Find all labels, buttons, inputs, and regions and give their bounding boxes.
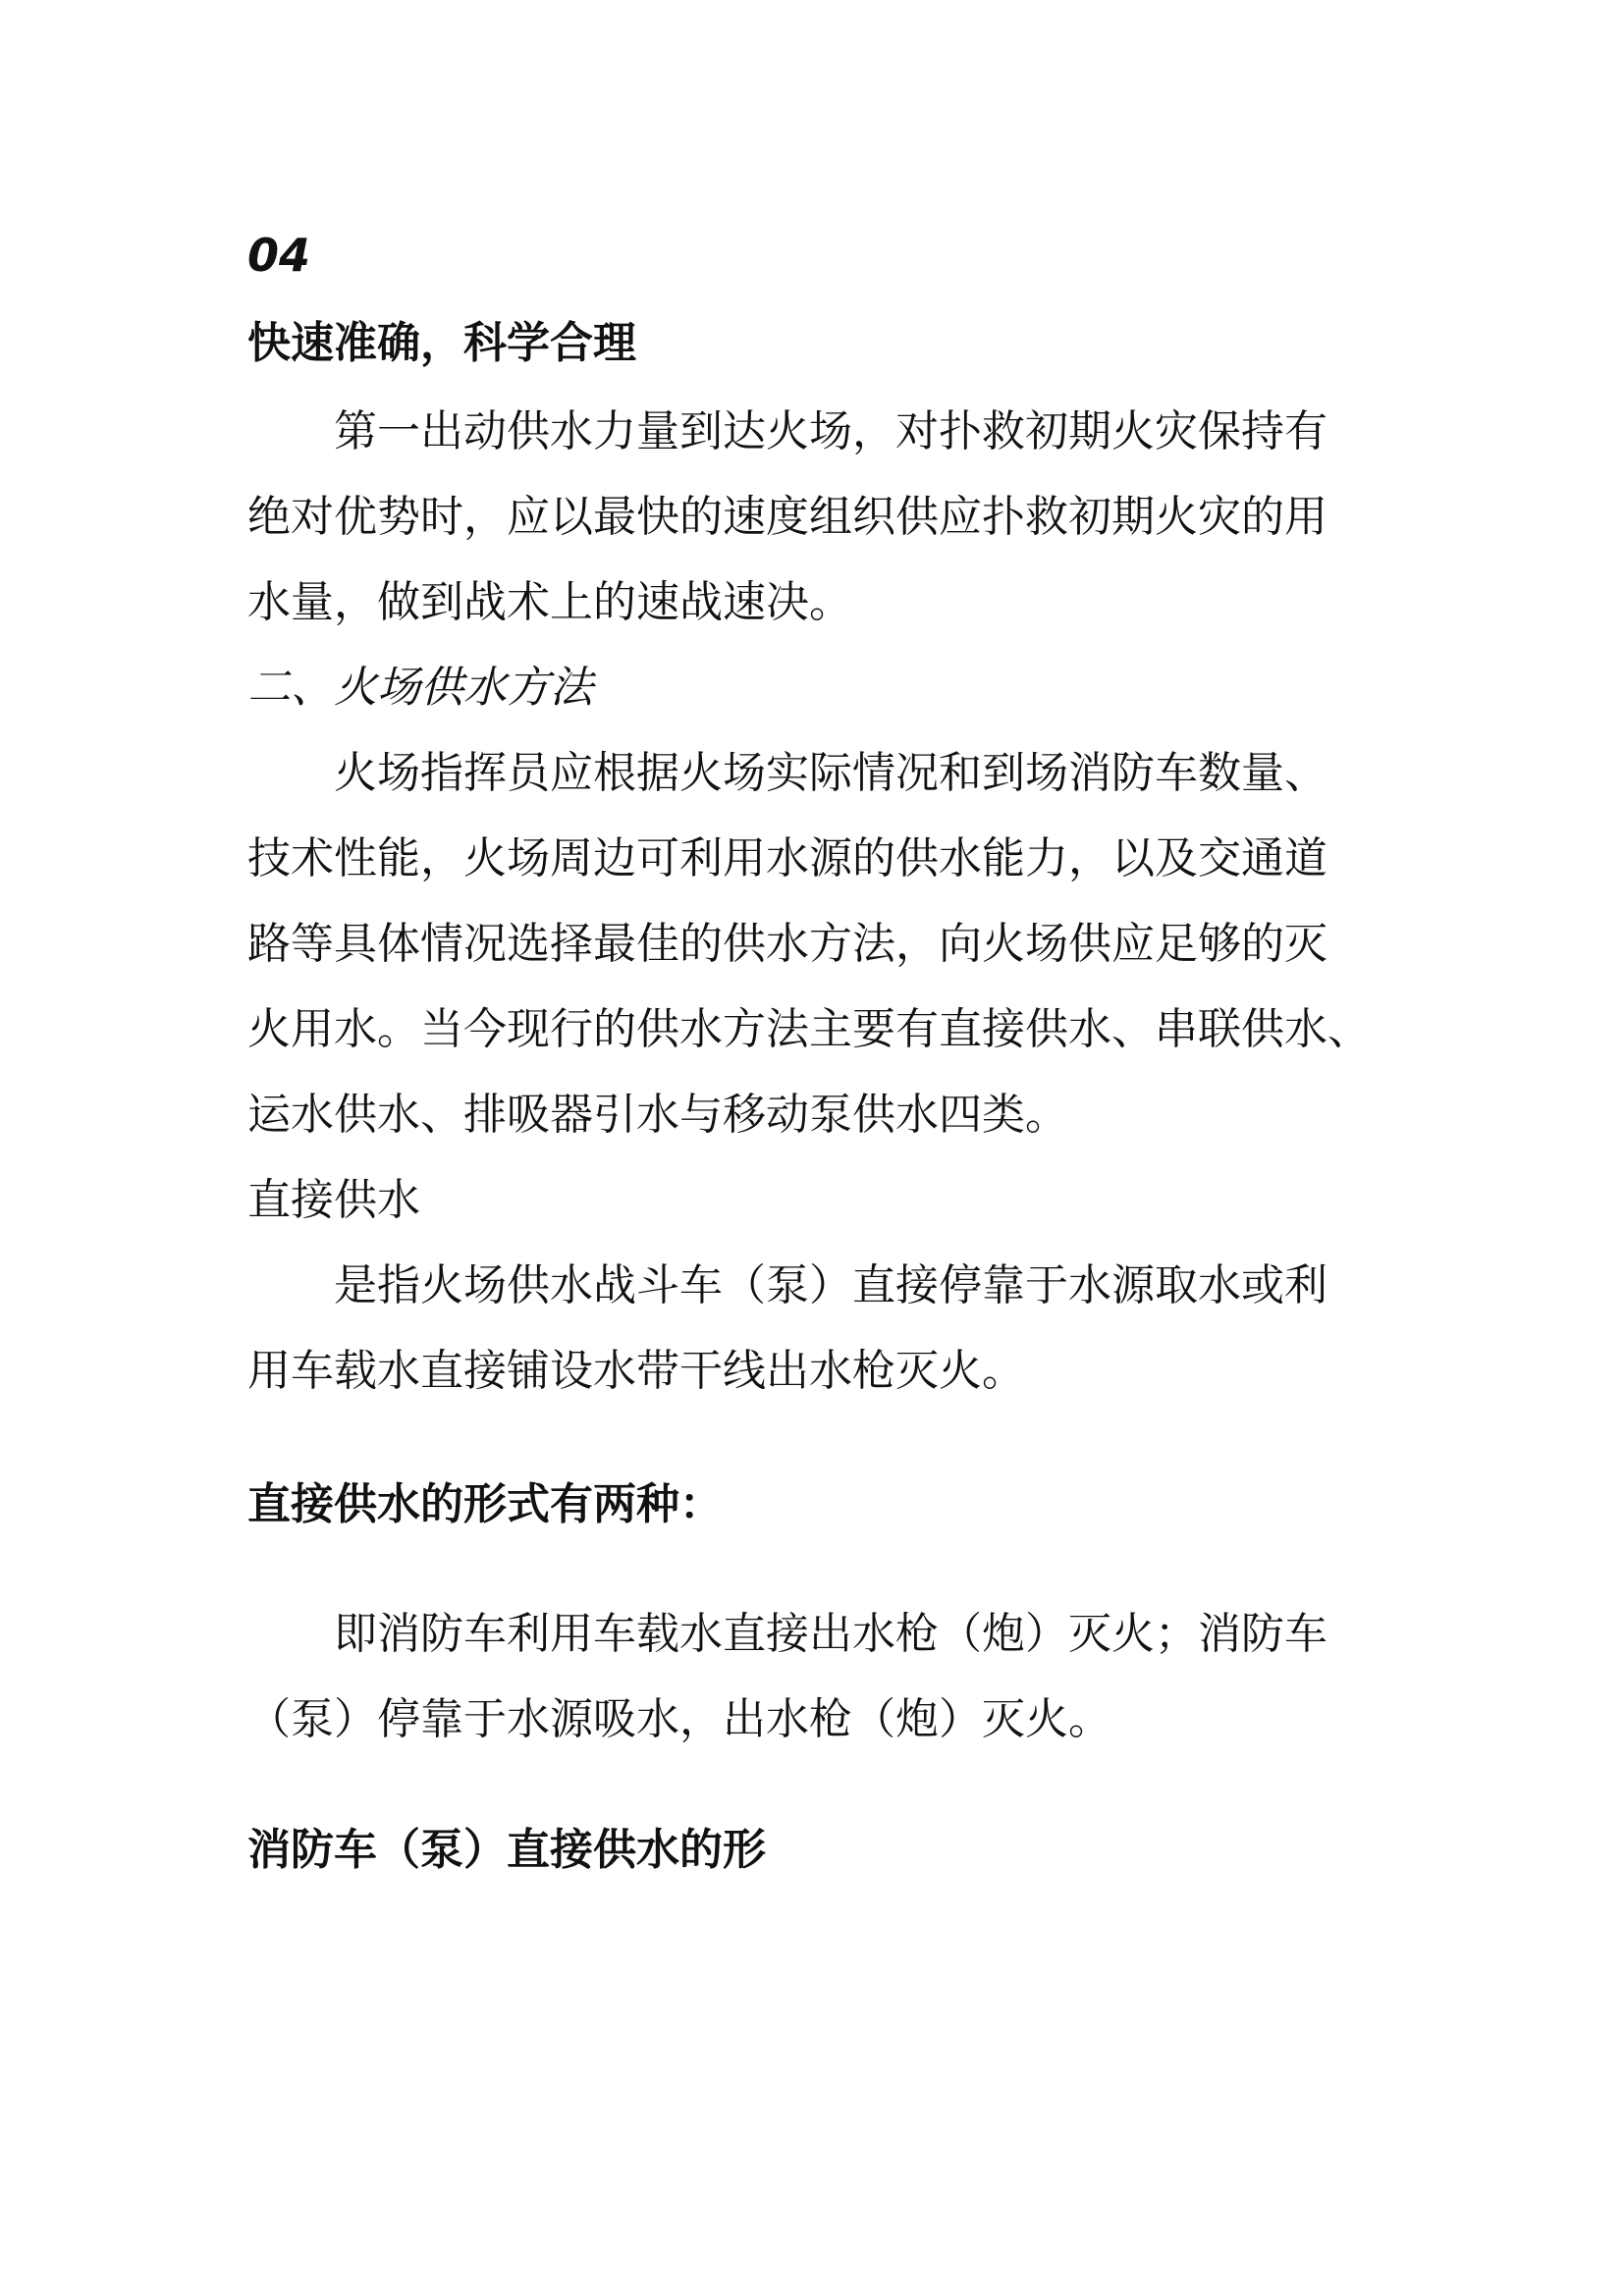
paragraph-line: 运水供水、排吸器引水与移动泵供水四类。: [247, 1090, 1068, 1140]
heading-fast-accurate: 快速准确，科学合理: [247, 318, 636, 368]
heading-two-forms: 直接供水的形式有两种：: [247, 1479, 723, 1529]
paragraph-line: 火场指挥员应根据火场实际情况和到场消防车数量、: [334, 748, 1327, 798]
paragraph-line: （泵）停靠于水源吸水，出水枪（炮）灭火。: [247, 1694, 1111, 1744]
paragraph-line: 技术性能，火场周边可利用水源的供水能力，以及交通道: [247, 833, 1327, 883]
section-title: 二、火场供水方法: [247, 663, 593, 713]
paragraph-line: 水量，做到战术上的速战速决。: [247, 577, 852, 627]
section-number: 04: [247, 229, 311, 282]
paragraph-line: 绝对优势时，应以最快的速度组织供应扑救初期火灾的用: [247, 492, 1327, 542]
paragraph-line: 即消防车利用车载水直接出水枪（炮）灭火；消防车: [334, 1609, 1327, 1659]
heading-truck-direct-supply: 消防车（泵）直接供水的形: [247, 1825, 766, 1875]
paragraph-line: 路等具体情况选择最佳的供水方法，向火场供应足够的灭: [247, 919, 1327, 969]
paragraph-line: 火用水。当今现行的供水方法主要有直接供水、串联供水、: [247, 1004, 1371, 1054]
subheading-direct-supply: 直接供水: [247, 1175, 420, 1225]
paragraph-line: 是指火场供水战斗车（泵）直接停靠于水源取水或利: [334, 1260, 1327, 1310]
paragraph-line: 第一出动供水力量到达火场，对扑救初期火灾保持有: [334, 406, 1327, 456]
paragraph-line: 用车载水直接铺设水带干线出水枪灭火。: [247, 1346, 1025, 1396]
